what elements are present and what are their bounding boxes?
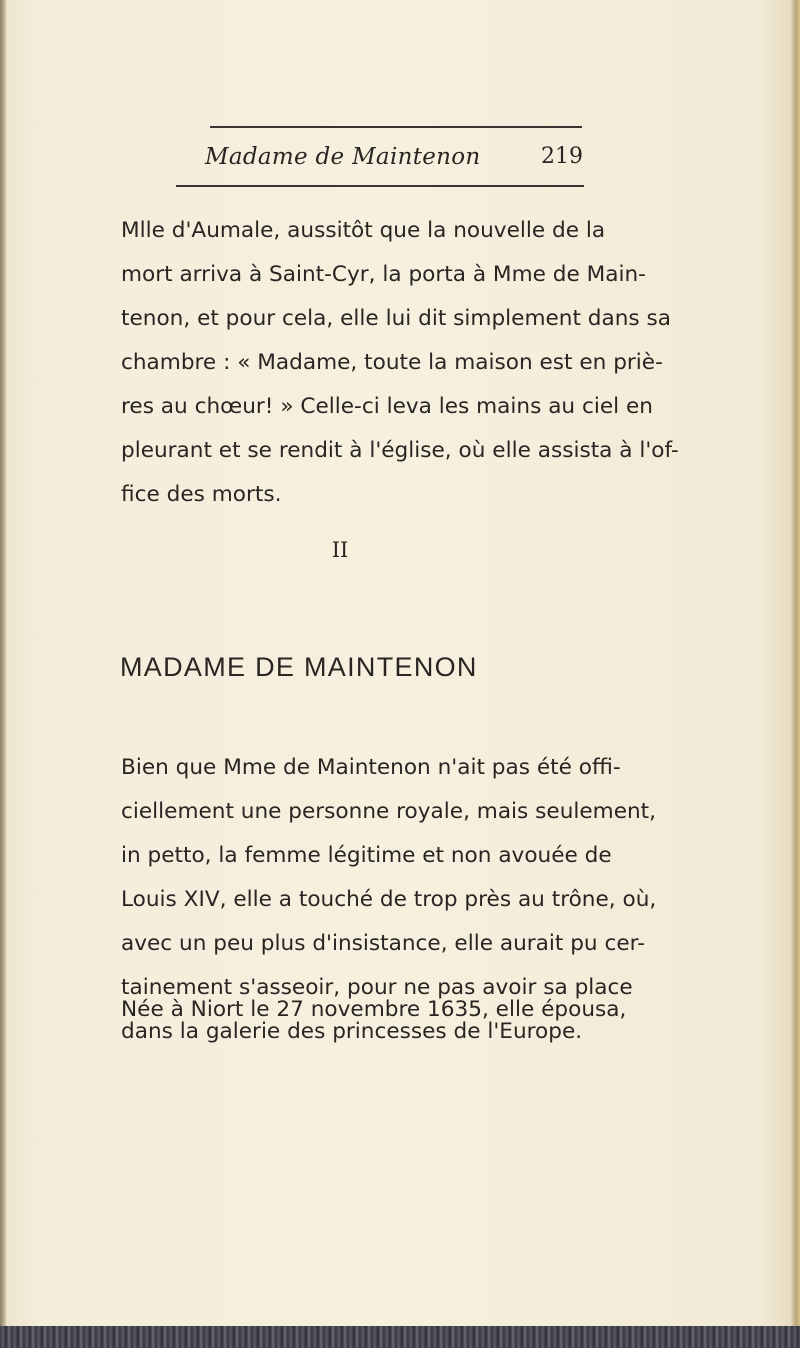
text-line: in petto, la femme légitime et non avouée de [121,843,612,868]
page-number: 219 [541,144,583,169]
text-line: tenon, et pour cela, elle lui dit simplement dans sa [121,306,671,331]
page-right-edge [790,0,800,1348]
text-line: Louis XIV, elle a touché de trop près au trône, où, [121,887,657,912]
text-line: res au chœur! » Celle-ci leva les mains au ciel en [121,394,653,419]
text-line: pleurant et se rendit à l'église, où elle assista à l'of- [121,438,679,463]
book-binding-edge [0,1326,800,1348]
text-line: Mlle d'Aumale, aussitôt que la nouvelle de la [121,218,606,243]
page-left-edge [0,0,6,1348]
running-title: Madame de Maintenon [205,144,481,170]
header-rule-top [210,126,582,128]
text-line: mort arriva à Saint-Cyr, la porta à Mme de Main- [121,262,646,287]
text-line: avec un peu plus d'insistance, elle aurait pu cer- [121,931,645,956]
section-title: MADAME DE MAINTENON [120,652,478,682]
text-line: Née à Niort le 27 novembre 1635, elle épousa, [121,997,627,1022]
text-line: Bien que Mme de Maintenon n'ait pas été offi- [121,755,621,780]
section-number: II [331,538,349,562]
text-line: chambre : « Madame, toute la maison est en priè- [121,350,663,375]
text-line: dans la galerie des princesses de l'Europe. [121,1019,583,1044]
text-line: tainement s'asseoir, pour ne pas avoir sa place [121,975,633,1000]
paragraph-1 [121,209,679,517]
text-line: fice des morts. [121,482,282,507]
text-line: ciellement une personne royale, mais seulement, [121,799,657,824]
header-rule-bottom [176,185,584,187]
paragraph-3 [121,988,627,1032]
